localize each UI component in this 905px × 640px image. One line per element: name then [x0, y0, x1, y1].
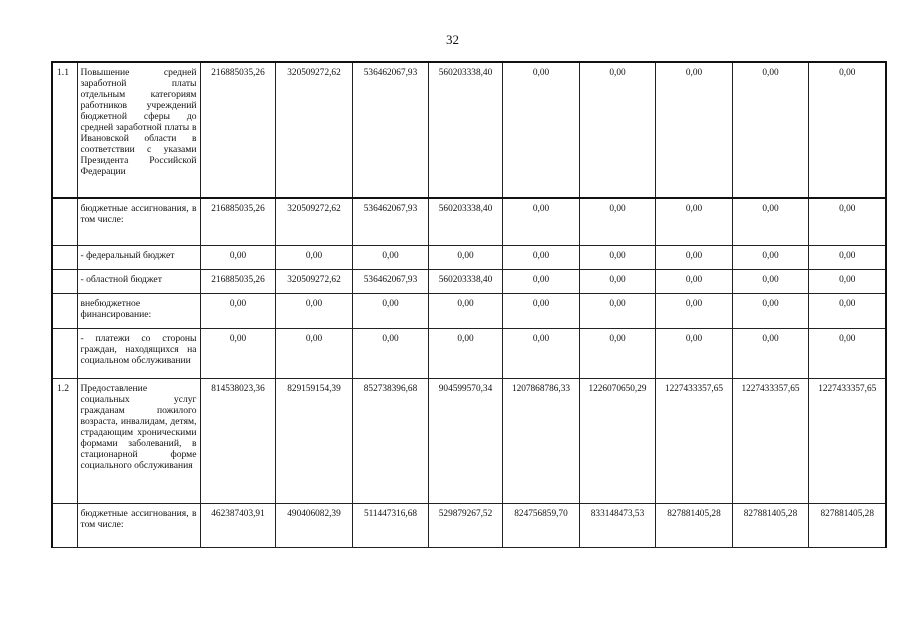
row-code — [52, 293, 77, 328]
value-cell: 0,00 — [352, 293, 428, 328]
row-label: Повышение средней заработной платы отдельным категориям работников учреждений бюджетной сферы до средней заработной платы в Ивановской области в соответствии с указами Президента Российской Федерации — [77, 62, 200, 198]
value-cell: 560203338,40 — [428, 198, 502, 245]
row-code: 1.1 — [52, 62, 77, 198]
value-cell: 0,00 — [732, 245, 808, 269]
value-cell: 0,00 — [579, 328, 655, 378]
row-label: - областной бюджет — [77, 269, 200, 293]
value-cell: 0,00 — [732, 269, 808, 293]
value-cell: 0,00 — [428, 328, 502, 378]
budget-table — [51, 61, 887, 548]
value-cell: 0,00 — [579, 269, 655, 293]
value-cell: 0,00 — [655, 269, 732, 293]
value-cell: 320509272,62 — [275, 198, 352, 245]
value-cell: 0,00 — [655, 328, 732, 378]
value-cell: 0,00 — [200, 245, 275, 269]
value-cell: 216885035,26 — [200, 62, 275, 198]
value-cell: 0,00 — [655, 198, 732, 245]
value-cell: 0,00 — [808, 62, 886, 198]
row-label: внебюджетное финансирование: — [77, 293, 200, 328]
row-label: Предоставление социальных услуг гражданам пожилого возраста, инвалидам, детям, страдающим хроническими формами заболеваний, в стационарной форме социального обслуживания — [77, 378, 200, 503]
value-cell: 827881405,28 — [808, 503, 886, 547]
value-cell: 0,00 — [655, 62, 732, 198]
value-cell: 0,00 — [732, 293, 808, 328]
page-number: 32 — [446, 32, 459, 47]
value-cell: 0,00 — [579, 198, 655, 245]
table-row — [52, 293, 886, 328]
value-cell: 0,00 — [352, 245, 428, 269]
value-cell: 0,00 — [655, 293, 732, 328]
value-cell: 216885035,26 — [200, 198, 275, 245]
value-cell: 829159154,39 — [275, 378, 352, 503]
value-cell: 0,00 — [275, 293, 352, 328]
value-cell: 0,00 — [200, 293, 275, 328]
table-row — [52, 198, 886, 245]
row-label: - федеральный бюджет — [77, 245, 200, 269]
row-code — [52, 245, 77, 269]
value-cell: 536462067,93 — [352, 269, 428, 293]
value-cell: 0,00 — [808, 245, 886, 269]
value-cell: 0,00 — [502, 62, 579, 198]
value-cell: 0,00 — [579, 293, 655, 328]
value-cell: 824756859,70 — [502, 503, 579, 547]
value-cell: 904599570,34 — [428, 378, 502, 503]
table-row — [52, 378, 886, 503]
value-cell: 0,00 — [275, 245, 352, 269]
value-cell: 827881405,28 — [655, 503, 732, 547]
value-cell: 0,00 — [808, 269, 886, 293]
value-cell: 0,00 — [808, 293, 886, 328]
value-cell: 0,00 — [502, 269, 579, 293]
row-code — [52, 328, 77, 378]
table-row — [52, 62, 886, 198]
value-cell: 536462067,93 — [352, 198, 428, 245]
value-cell: 560203338,40 — [428, 269, 502, 293]
value-cell: 462387403,91 — [200, 503, 275, 547]
value-cell: 511447316,68 — [352, 503, 428, 547]
value-cell: 852738396,68 — [352, 378, 428, 503]
row-code — [52, 269, 77, 293]
value-cell: 0,00 — [655, 245, 732, 269]
value-cell: 0,00 — [579, 62, 655, 198]
value-cell: 0,00 — [732, 62, 808, 198]
table-row — [52, 269, 886, 293]
value-cell: 0,00 — [275, 328, 352, 378]
value-cell: 216885035,26 — [200, 269, 275, 293]
value-cell: 827881405,28 — [732, 503, 808, 547]
value-cell: 0,00 — [502, 198, 579, 245]
row-label: бюджетные ассигнования, в том числе: — [77, 503, 200, 547]
value-cell: 1226070650,29 — [579, 378, 655, 503]
value-cell: 0,00 — [808, 328, 886, 378]
row-code — [52, 198, 77, 245]
value-cell: 529879267,52 — [428, 503, 502, 547]
value-cell: 1227433357,65 — [655, 378, 732, 503]
row-code: 1.2 — [52, 378, 77, 503]
value-cell: 0,00 — [579, 245, 655, 269]
value-cell: 0,00 — [502, 245, 579, 269]
table-row — [52, 328, 886, 378]
row-label: бюджетные ассигнования, в том числе: — [77, 198, 200, 245]
value-cell: 0,00 — [200, 328, 275, 378]
value-cell: 0,00 — [352, 328, 428, 378]
value-cell: 320509272,62 — [275, 62, 352, 198]
value-cell: 560203338,40 — [428, 62, 502, 198]
value-cell: 833148473,53 — [579, 503, 655, 547]
value-cell: 0,00 — [732, 328, 808, 378]
table-row — [52, 503, 886, 547]
value-cell: 1227433357,65 — [732, 378, 808, 503]
value-cell: 0,00 — [428, 245, 502, 269]
value-cell: 536462067,93 — [352, 62, 428, 198]
table-row — [52, 245, 886, 269]
value-cell: 320509272,62 — [275, 269, 352, 293]
value-cell: 0,00 — [808, 198, 886, 245]
value-cell: 0,00 — [502, 293, 579, 328]
value-cell: 1207868786,33 — [502, 378, 579, 503]
value-cell: 814538023,36 — [200, 378, 275, 503]
value-cell: 0,00 — [502, 328, 579, 378]
row-label: - платежи со стороны граждан, находящихся на социальном обслуживании — [77, 328, 200, 378]
value-cell: 490406082,39 — [275, 503, 352, 547]
row-code — [52, 503, 77, 547]
value-cell: 0,00 — [732, 198, 808, 245]
value-cell: 0,00 — [428, 293, 502, 328]
value-cell: 1227433357,65 — [808, 378, 886, 503]
